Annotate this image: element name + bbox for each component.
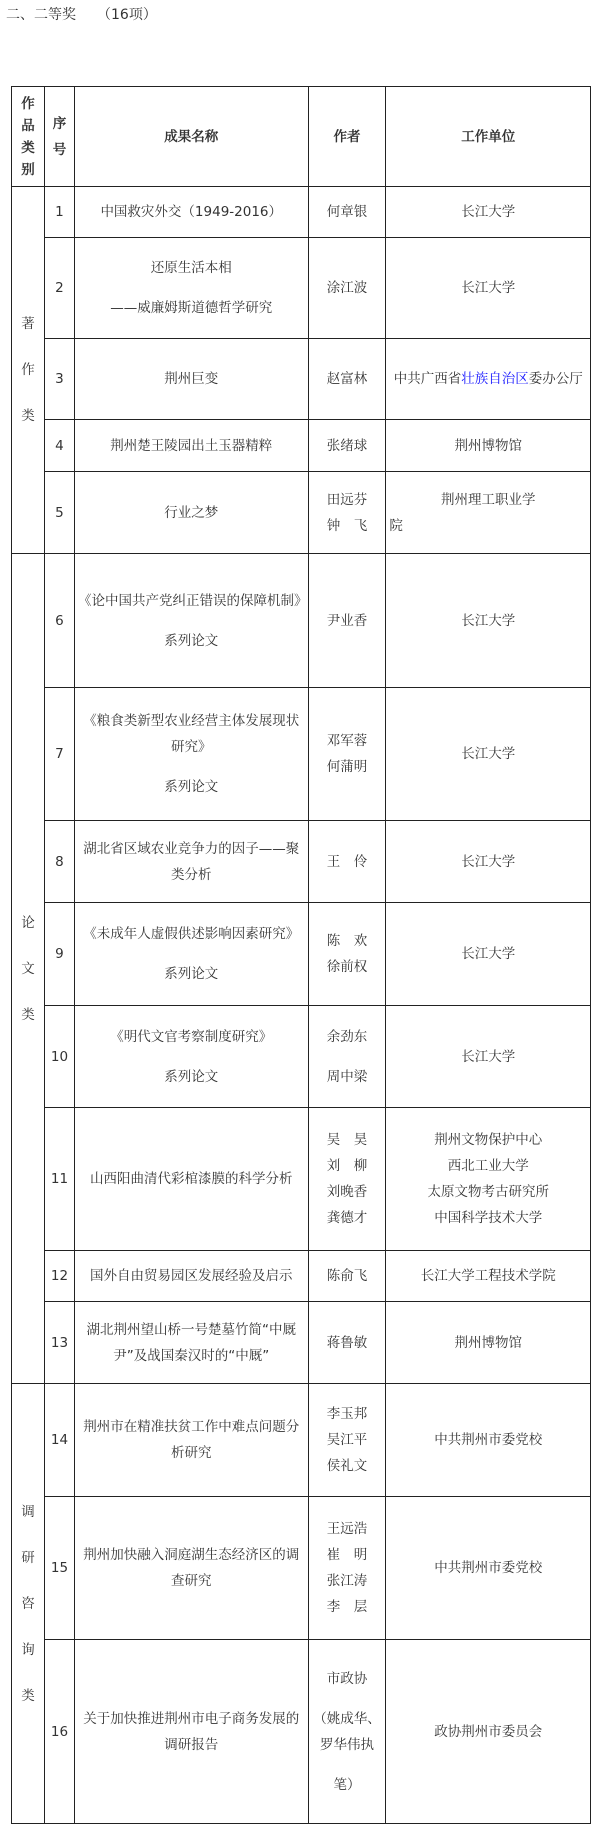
row-unit: 长江大学 xyxy=(386,187,591,238)
row-unit: 长江大学 xyxy=(386,688,591,821)
author-line: 余劲东 xyxy=(326,1028,368,1045)
unit-line: 荆州文物保护中心 xyxy=(434,1132,543,1148)
row-number: 10 xyxy=(44,1006,74,1108)
row-number: 8 xyxy=(44,821,74,903)
row-title: 中国救灾外交（1949-2016） xyxy=(74,187,308,238)
row-unit: 荆州博物馆 xyxy=(386,1302,591,1384)
row-author xyxy=(308,688,386,821)
author-line: 笔） xyxy=(333,1776,361,1793)
author-line: 罗华伟执 xyxy=(319,1736,374,1753)
table-row xyxy=(12,1006,591,1108)
row-author xyxy=(308,1384,386,1497)
author-line: 钟 飞 xyxy=(326,517,368,534)
row-author xyxy=(308,1108,386,1251)
unit-line: 荆州理工职业学 xyxy=(440,491,536,508)
row-author: 张绪球 xyxy=(308,420,386,472)
author-line: 吴江平 xyxy=(326,1432,368,1448)
row-title: 荆州加快融入洞庭湖生态经济区的调查研究 xyxy=(74,1497,308,1640)
author-line: （姚成华、 xyxy=(313,1710,381,1727)
table-row xyxy=(12,187,591,238)
header-unit: 工作单位 xyxy=(386,87,591,187)
row-unit xyxy=(386,472,591,554)
row-author xyxy=(308,903,386,1006)
table-row xyxy=(12,1497,591,1640)
section-title: 二、二等奖 xyxy=(6,7,76,23)
author-line: 王远浩 xyxy=(326,1521,368,1537)
title-line: 系列论文 xyxy=(164,632,219,649)
row-author xyxy=(308,1006,386,1108)
row-unit: 荆州博物馆 xyxy=(386,420,591,472)
row-title xyxy=(74,688,308,821)
row-unit: 长江大学 xyxy=(386,554,591,688)
row-author xyxy=(308,472,386,554)
row-author xyxy=(308,1640,386,1824)
row-number: 16 xyxy=(44,1640,74,1824)
author-line: 陈 欢 xyxy=(326,933,368,949)
author-line: 侯礼文 xyxy=(326,1458,368,1474)
table-row xyxy=(12,688,591,821)
title-line: 《明代文官考察制度研究》 xyxy=(110,1028,273,1045)
row-author: 尹业香 xyxy=(308,554,386,688)
row-number: 1 xyxy=(44,187,74,238)
row-number: 11 xyxy=(44,1108,74,1251)
author-line: 李 层 xyxy=(326,1599,368,1615)
table-row xyxy=(12,821,591,903)
unit-text: 中共广西省 xyxy=(393,371,462,387)
row-title: 湖北荆州望山桥一号楚墓竹简“中厩尹”及战国秦汉时的“中厩” xyxy=(74,1302,308,1384)
author-line: 龚德才 xyxy=(326,1210,368,1226)
table-row xyxy=(12,1251,591,1302)
title-line: 还原生活本相 xyxy=(150,260,232,276)
row-unit xyxy=(386,1108,591,1251)
header-author: 作者 xyxy=(308,87,386,187)
author-line: 田远芬 xyxy=(326,491,368,508)
row-number: 9 xyxy=(44,903,74,1006)
category-papers: 论 文 类 xyxy=(12,554,45,1384)
row-number: 12 xyxy=(44,1251,74,1302)
author-line: 刘 柳 xyxy=(326,1158,368,1174)
row-title: 行业之梦 xyxy=(74,472,308,554)
row-number: 6 xyxy=(44,554,74,688)
table-row xyxy=(12,1384,591,1497)
table-row xyxy=(12,1640,591,1824)
table-row xyxy=(12,903,591,1006)
row-author: 赵富林 xyxy=(308,339,386,420)
row-number: 5 xyxy=(44,472,74,554)
table-row xyxy=(12,554,591,688)
row-unit xyxy=(386,339,591,420)
table-header-row xyxy=(12,87,591,187)
table-row xyxy=(12,1108,591,1251)
row-title xyxy=(74,1006,308,1108)
row-author: 涂江波 xyxy=(308,238,386,339)
author-line: 刘晚香 xyxy=(326,1184,368,1200)
author-line: 邓军蓉 xyxy=(326,733,368,749)
row-unit: 长江大学 xyxy=(386,238,591,339)
row-number: 3 xyxy=(44,339,74,420)
author-line: 张江涛 xyxy=(326,1573,368,1589)
award-table xyxy=(11,86,591,1824)
row-author: 陈俞飞 xyxy=(308,1251,386,1302)
section-count: （16项） xyxy=(104,7,157,23)
row-title: 山西阳曲清代彩棺漆膜的科学分析 xyxy=(74,1108,308,1251)
title-line: 系列论文 xyxy=(164,779,219,795)
category-books: 著 作 类 xyxy=(12,187,45,554)
row-title: 荆州巨变 xyxy=(74,339,308,420)
title-line: 《粮食类新型农业经营主体发展现状研究》 xyxy=(83,713,300,755)
wiki-link[interactable]: 壮族自治区 xyxy=(461,371,529,387)
table-row xyxy=(12,472,591,554)
row-unit: 政协荆州市委员会 xyxy=(386,1640,591,1824)
row-author: 何章银 xyxy=(308,187,386,238)
table-row xyxy=(12,1302,591,1384)
row-author: 王 伶 xyxy=(308,821,386,903)
table-row xyxy=(12,420,591,472)
row-number: 14 xyxy=(44,1384,74,1497)
row-number: 4 xyxy=(44,420,74,472)
author-line: 吴 昊 xyxy=(326,1132,368,1148)
row-number: 2 xyxy=(44,238,74,339)
title-line: 系列论文 xyxy=(164,1068,219,1085)
author-line: 李玉邦 xyxy=(326,1406,368,1422)
row-title: 关于加快推进荆州市电子商务发展的调研报告 xyxy=(74,1640,308,1824)
row-title xyxy=(74,554,308,688)
unit-line: 院 xyxy=(389,517,403,534)
row-unit: 长江大学 xyxy=(386,1006,591,1108)
row-title: 荆州市在精准扶贫工作中难点问题分析研究 xyxy=(74,1384,308,1497)
author-line: 崔 明 xyxy=(326,1547,368,1563)
table-row xyxy=(12,339,591,420)
category-research: 调 研 咨 询 类 xyxy=(12,1384,45,1824)
row-unit: 长江大学 xyxy=(386,903,591,1006)
unit-line: 西北工业大学 xyxy=(447,1158,529,1174)
row-author xyxy=(308,1497,386,1640)
author-line: 徐前权 xyxy=(326,959,368,975)
table-row xyxy=(12,238,591,339)
section-heading xyxy=(6,4,157,24)
author-line: 周中梁 xyxy=(326,1068,368,1085)
row-unit: 长江大学工程技术学院 xyxy=(386,1251,591,1302)
row-title: 国外自由贸易园区发展经验及启示 xyxy=(74,1251,308,1302)
author-line: 市政协 xyxy=(326,1670,368,1687)
unit-line: 太原文物考古研究所 xyxy=(427,1184,549,1200)
title-line: 《论中国共产党纠正错误的保障机制》 xyxy=(77,592,308,609)
row-unit: 中共荆州市委党校 xyxy=(386,1384,591,1497)
row-unit: 长江大学 xyxy=(386,821,591,903)
author-line: 何蒲明 xyxy=(326,759,368,775)
header-category: 作品 类别 xyxy=(12,87,45,187)
title-line: 《未成年人虚假供述影响因素研究》 xyxy=(83,926,300,942)
row-title: 荆州楚王陵园出土玉器精粹 xyxy=(74,420,308,472)
row-unit: 中共荆州市委党校 xyxy=(386,1497,591,1640)
row-title: 湖北省区域农业竞争力的因子——聚类分析 xyxy=(74,821,308,903)
row-number: 13 xyxy=(44,1302,74,1384)
row-title xyxy=(74,903,308,1006)
unit-line: 中国科学技术大学 xyxy=(434,1210,543,1226)
row-number: 15 xyxy=(44,1497,74,1640)
unit-text: 委办公厅 xyxy=(528,371,583,387)
row-author: 蒋鲁敏 xyxy=(308,1302,386,1384)
header-title: 成果名称 xyxy=(74,87,308,187)
header-number: 序号 xyxy=(44,87,74,187)
title-line: ——威廉姆斯道德哲学研究 xyxy=(110,300,273,316)
row-title xyxy=(74,238,308,339)
title-line: 系列论文 xyxy=(164,966,219,982)
row-number: 7 xyxy=(44,688,74,821)
